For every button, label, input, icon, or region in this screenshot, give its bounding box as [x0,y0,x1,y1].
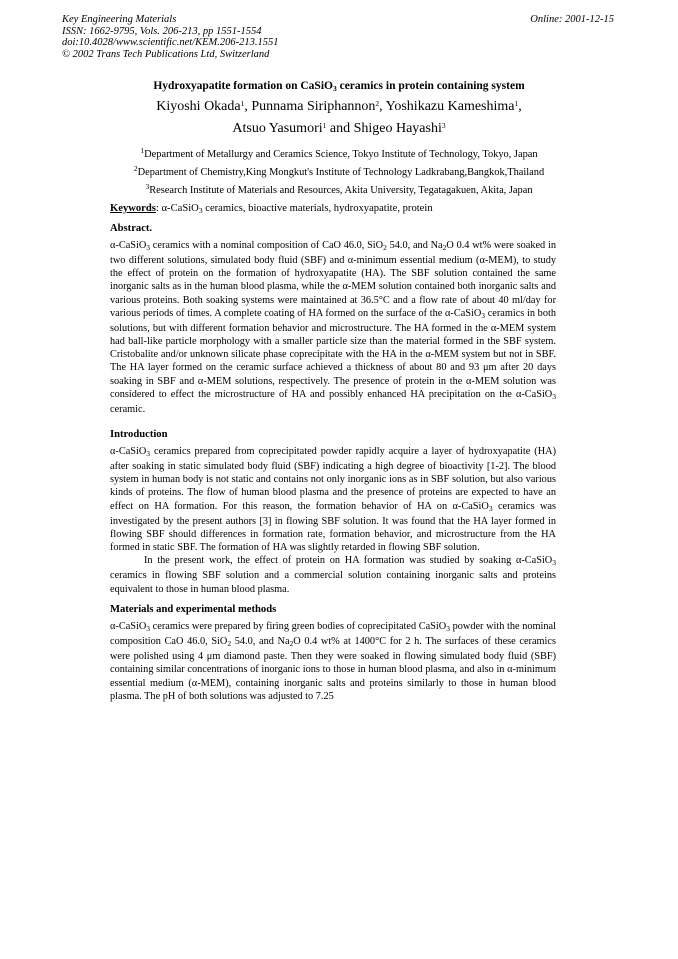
subscript: 2 [289,639,294,649]
affiliation-1 [0,146,678,160]
abstract-paragraph [110,239,556,416]
body-text: ceramics were prepared by firing green bodies of coprecipitated CaSiO [150,621,447,632]
body-text: ceramics in flowing SBF solution and a commercial solution containing inorganic salts and proteins equivalent to those in human blood plasma. [110,570,556,595]
body-text: In the present work, the effect of protein on HA formation was studied by soaking α-CaSiO [144,555,553,567]
title-subscript: 3 [332,84,337,93]
issn-line: ISSN: 1662-9795, Vols. 206-213, pp 1551-1554 [62,25,262,37]
body-text: α-CaSiO [110,446,147,457]
introduction-paragraph-1 [110,445,556,554]
methods-heading: Materials and experimental methods [110,604,277,615]
abstract-heading: Abstract. [110,223,153,234]
keywords-line [110,203,433,215]
abstract-text: α-CaSiO [110,240,147,251]
methods-paragraph [110,620,556,703]
affiliation-mark: 3 [441,121,446,130]
subscript: 3 [552,558,556,568]
body-text: O 0.4 wt% at 1400°C for 2 h. The surfaces of these ceramics were polished using 4 μm diamond paste. Then they were soaked in flowing simulated body fluid (SBF) containing similar concentrations of inorganic ions to those in human blood plasma, and also in α-minimum essential medium (α-MEM), containing inorganic salts and proteins similarly to those in human blood plasma. The pH of both solutions was adjusted to 7.25 [110,636,556,702]
author-line-1 [0,99,678,115]
keywords-text-end: ceramics, bioactive materials, hydroxyapatite, protein [202,203,433,214]
introduction-section [110,445,556,596]
affiliation-3 [0,182,678,196]
doi-link[interactable]: doi:10.4028/www.scientific.net/KEM.206-213.1551 [62,37,279,48]
affiliation-mark: 1 [322,121,327,130]
author-name: Kiyoshi Okada [156,99,241,114]
body-text: ceramics was investigated by the present authors [3] in flowing SBF solution. It was found that the HA layer formed in flowing SBF should differences in formation rate, formation behavior, and microstructure from the HA formed in static SBF. The formation of HA was slightly retarded in flowing SBF solution. [110,500,557,554]
journal-name: Key Engineering Materials [62,14,177,25]
subscript: 2 [442,243,447,252]
author-line-2 [0,121,678,137]
abstract-text: ceramics in both solutions, but with different formation behavior and microstructure. The HA formed in the α-MEM system had ball-like particle morphology with a smaller particle size than the material formed in the SBF system. Cristobalite and/or unknown silicate phase coprecipitate with the HA in the α-MEM system but not in SBF. The HA layer formed on the ceramic surface achieved a thickness of about 80 and 93 μm after 20 days soaking in SBF and α-MEM solutions, respectively. The presence of protein in the α-MEM solution was considered to effect the microstructure of HA and possibly enhanced HA precipitation on the α-CaSiO [110,307,556,400]
body-text: powder with the nominal composition CaO 46.0, SiO [110,621,556,648]
affiliation-mark: 1 [240,99,245,108]
abstract-text: 54.0, and Na [386,240,443,251]
author-name: , Yoshikazu Kameshima [379,99,515,114]
subscript: 2 [227,639,232,649]
copyright-line: © 2002 Trans Tech Publications Ltd, Switzerland [62,48,270,60]
body-text: ceramics prepared from coprecipitated powder rapidly acquire a layer of hydroxyapatite (HA) after soaking in static simulated body fluid (SBF) indicating a high degree of bioactivity [1-2]. The blood system in human body is not static and contains not only inorganic ions as in SBF solution, but also various kinds of proteins. The flow of human blood plasma and the presence of proteins are expected to have an effect on HA formation. For this reason, the formation behavior of HA on α-CaSiO [110,446,556,512]
keywords-label: Keywords [110,203,156,214]
affiliation-mark: 3 [145,182,150,191]
body-text: α-CaSiO [110,621,147,632]
affiliation-mark: 2 [133,164,138,173]
affiliation-text: Department of Metallurgy and Ceramics Science, Tokyo Institute of Technology, Tokyo, Japan [144,149,538,160]
keywords-text: : α-CaSiO [155,203,199,214]
introduction-heading: Introduction [110,429,168,440]
keywords-subscript: 3 [198,206,203,215]
journal-info [62,14,279,60]
online-date: Online: 2001-12-15 [530,14,614,25]
subscript: 3 [488,503,493,513]
subscript: 3 [446,624,450,633]
author-name: Atsuo Yasumori [232,121,323,136]
subscript: 3 [146,449,151,458]
subscript: 3 [481,310,486,320]
title-text: Hydroxyapatite formation on CaSiO [153,80,333,92]
author-separator: , [518,99,522,114]
abstract-text: O 0.4 wt% were soaked in two different solutions, simulated body fluid (SBF) and α-minimum essential medium (α-MEM), to study the effect of protein on the formation of hydroxyapatite (HA). The SBF solution contained the same inorganic salts as in the human blood plasma, while the α-MEM solution contained both inorganic salts and various proteins. Both soaking systems were maintained at 36.5°C and a flow rate of about 40 ml/day for various periods of times. A complete coating of HA formed on the surface of the α-CaSiO [110,240,556,319]
affiliation-mark: 1 [514,99,519,108]
affiliation-2 [0,164,678,178]
affiliation-mark: 2 [375,99,380,108]
author-name: and Shigeo Hayashi [326,121,442,136]
abstract-text: ceramic. [110,403,146,415]
affiliation-mark: 1 [140,146,145,155]
subscript: 2 [383,243,387,252]
affiliation-text: Department of Chemistry,King Mongkut's Institute of Technology Ladkrabang,Bangkok,Thailand [137,167,545,178]
introduction-paragraph-2 [110,554,556,595]
abstract-text: ceramics with a nominal composition of CaO 46.0, SiO [150,240,384,251]
title-text-end: ceramics in protein containing system [336,80,525,92]
body-text: 54.0, and Na [231,636,290,648]
affiliation-text: Research Institute of Materials and Resources, Akita University, Tegatagakuen, Akita, Japan [149,185,533,196]
subscript: 3 [146,624,151,633]
subscript: 3 [552,391,556,401]
author-name: , Punnama Siriphannon [244,99,376,114]
paper-title [0,80,678,93]
subscript: 3 [146,243,151,252]
